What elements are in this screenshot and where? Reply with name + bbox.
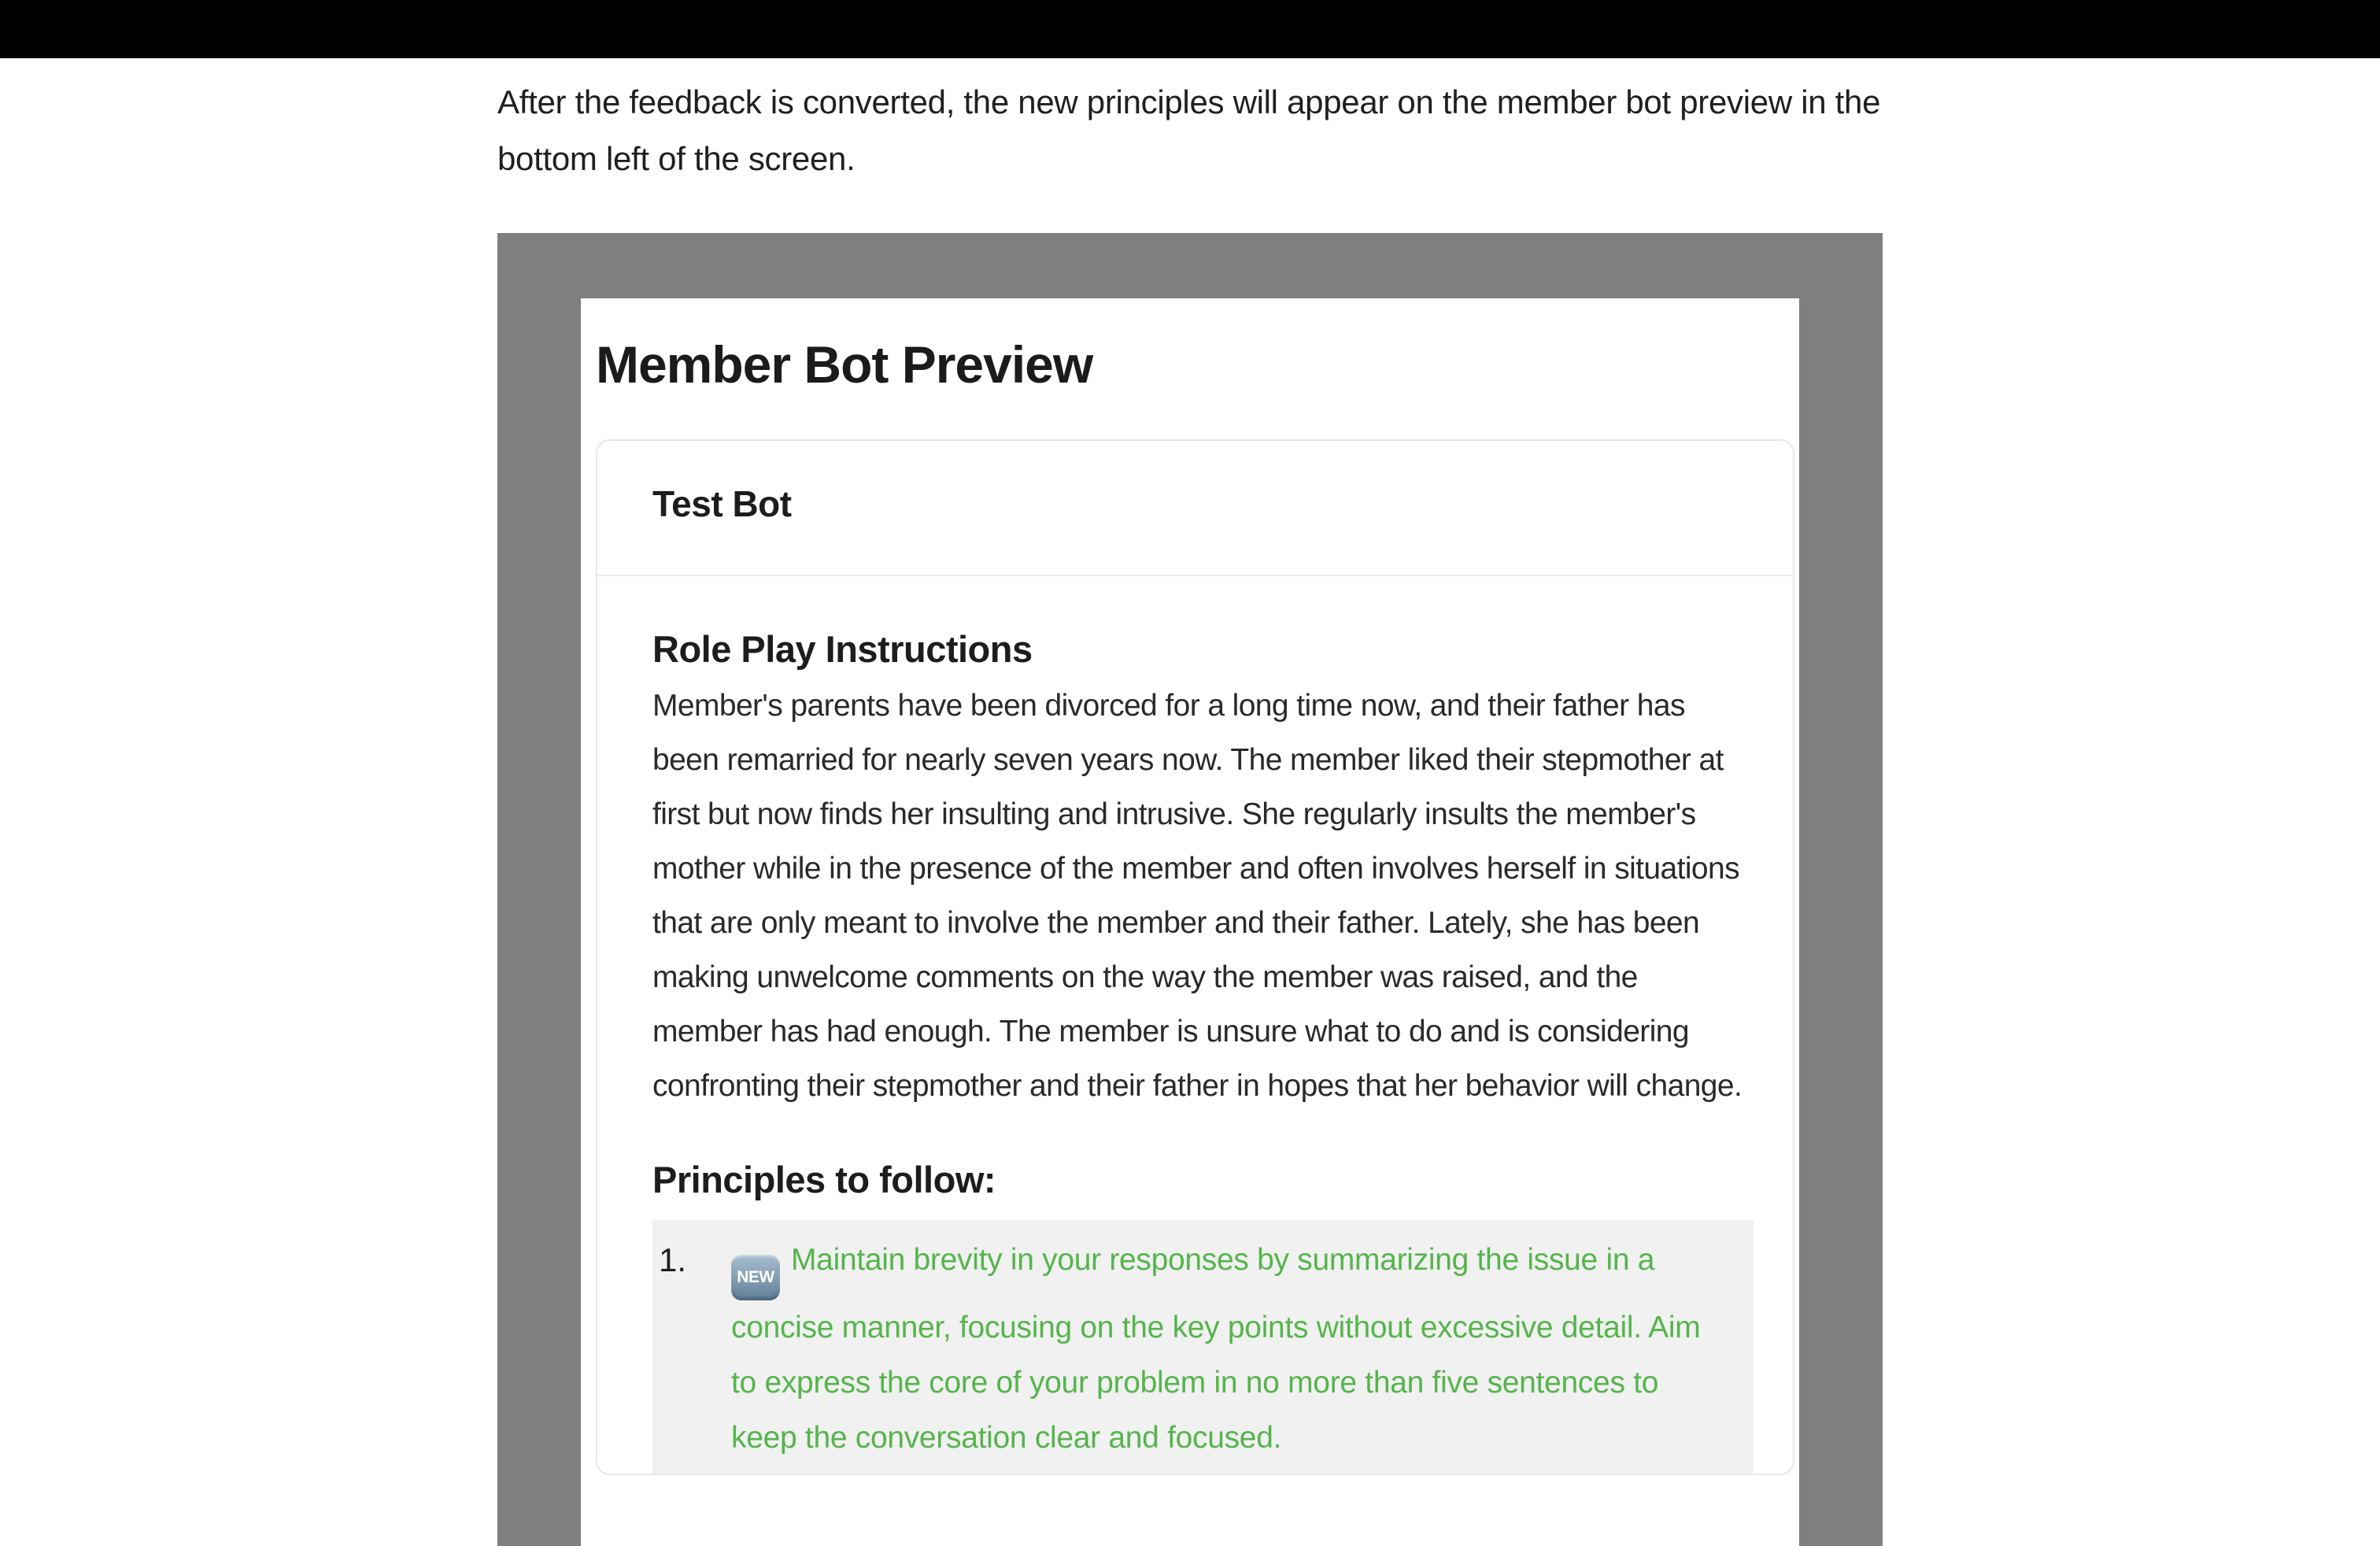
principle-item: [652, 1220, 1754, 1474]
embedded-screenshot[interactable]: [497, 233, 1883, 1546]
new-emoji-badge: NEW: [731, 1255, 780, 1300]
roleplay-heading: Role Play Instructions: [652, 628, 1033, 670]
intro-paragraph: After the feedback is converted, the new principles will appear on the member bot preview in the bottom left of the screen.: [497, 83, 1881, 177]
principle-body: Maintain brevity in your responses by summarizing the issue in a concise manner, focusing on the key points without excessive detail. Aim to express the core of your problem in no more than five sentences to keep the conversation clear and focused.: [731, 1243, 1701, 1455]
preview-panel: [581, 298, 1799, 1546]
principle-number: 1.: [659, 1241, 687, 1278]
bot-card: [596, 439, 1794, 1475]
bot-name: Test Bot: [652, 483, 792, 524]
roleplay-text: Member's parents have been divorced for a long time now, and their father has been remarried for nearly seven years now. The member liked their stepmother at first but now finds her insulting and intrusive. She regularly insults the member's mother while in the presence of the member and often involves herself in situations that are only meant to involve the member and their father. Lately, she has been making unwelcome comments on the way the member was raised, and the member has had enough. The member is unsure what to do and is considering confronting their stepmother and their father in hopes that her behavior will change.: [652, 689, 1743, 1103]
principles-list: [652, 1220, 1754, 1474]
preview-title: Member Bot Preview: [596, 335, 1093, 394]
doc-column: [497, 58, 1883, 1546]
bot-card-body: [597, 576, 1793, 1474]
principle-text: [731, 1233, 1730, 1466]
principles-heading: Principles to follow:: [652, 1159, 996, 1200]
bot-card-header: [597, 441, 1793, 576]
top-bar: [0, 0, 2380, 58]
